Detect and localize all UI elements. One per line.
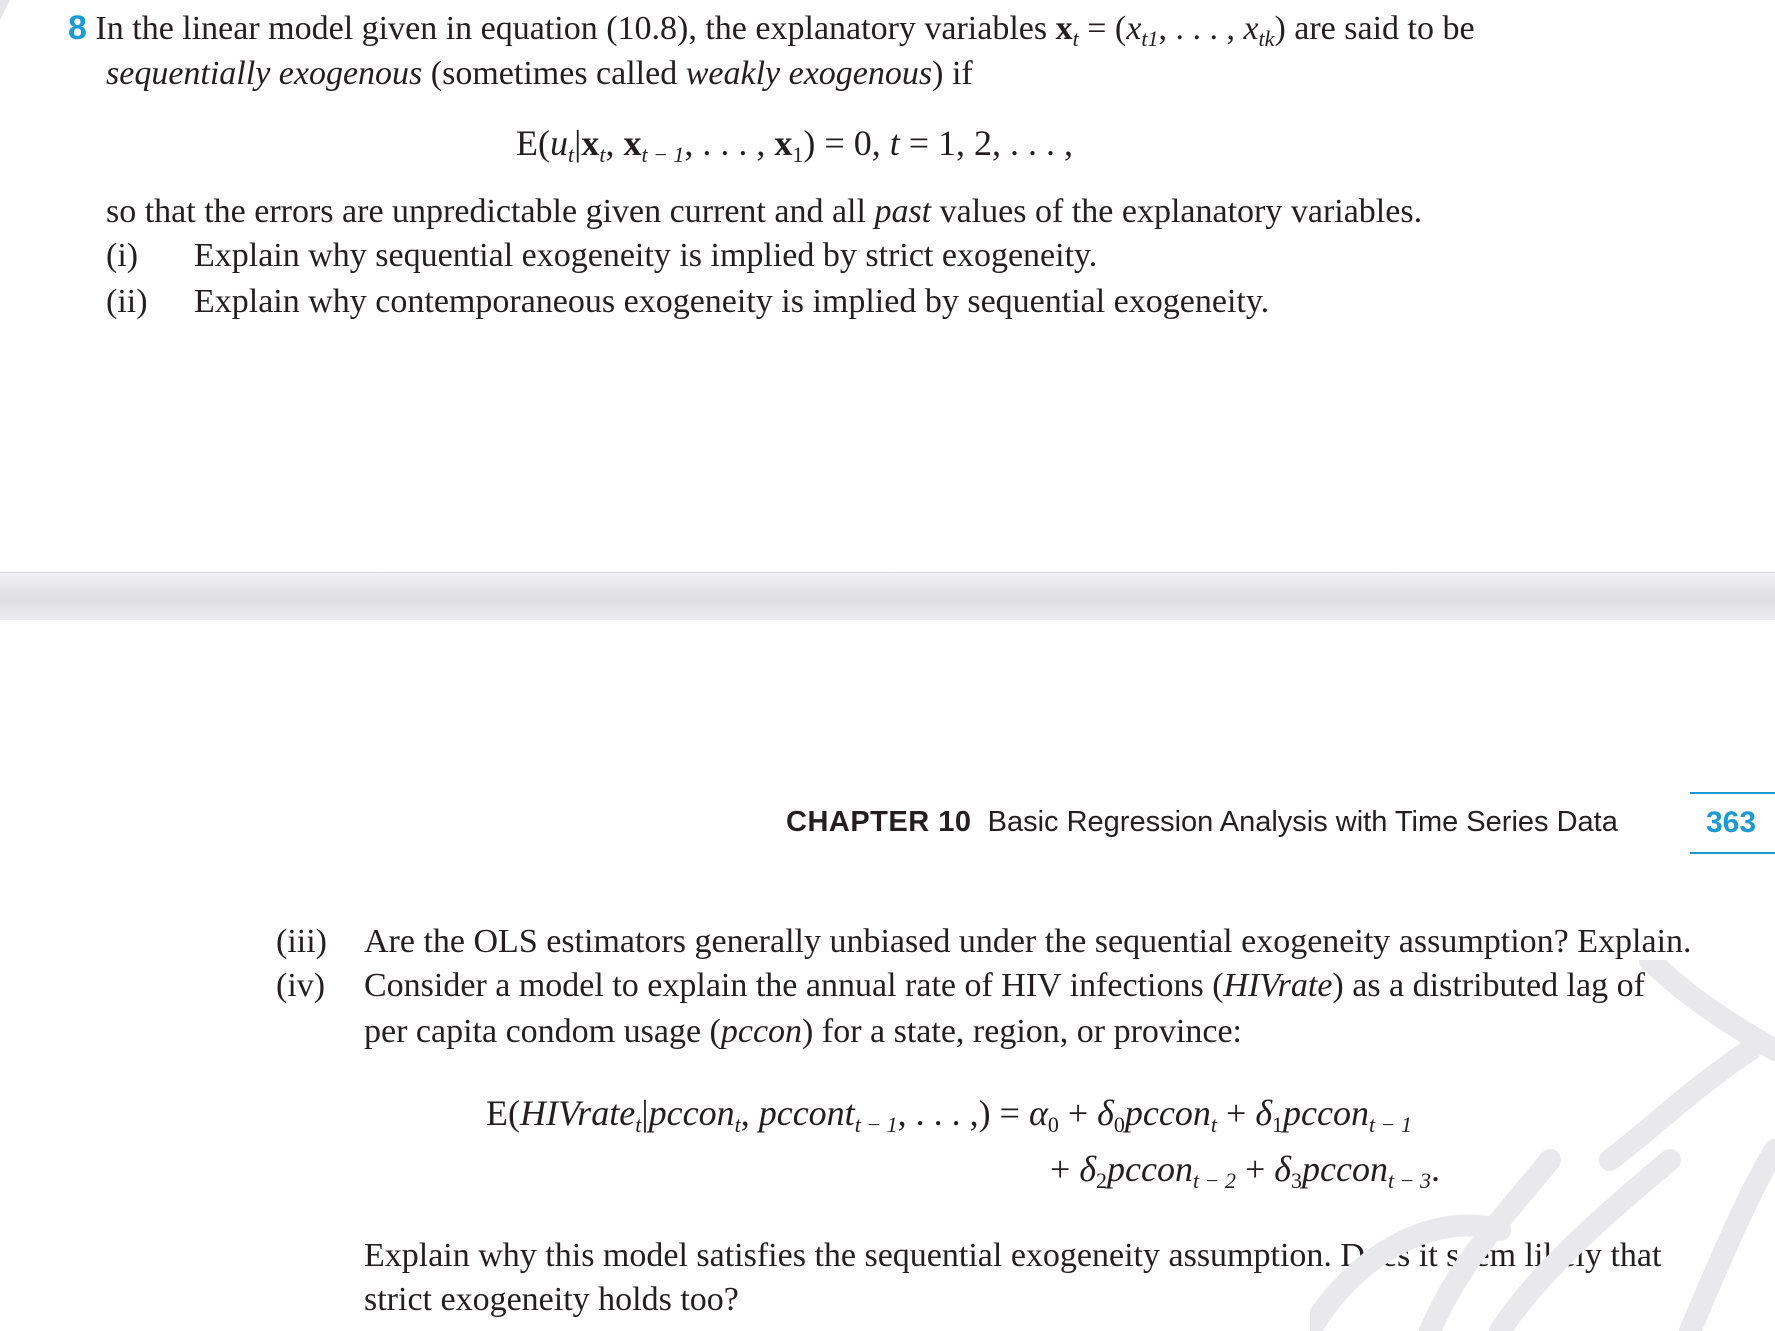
item-iii-text: Are the OLS estimators generally unbiased under the sequential exogeneity assumption? Explain. (364, 923, 1692, 960)
final-question-line2: strict exogeneity holds too? (364, 1281, 739, 1318)
hiv-model-equation-line2: + $\delta_2pccon_{t - 2}$ + $\delta_3pccon_{t - 3}$. (1050, 1149, 1440, 1193)
term-weakly-exogenous: weakly exogenous (685, 55, 933, 92)
item-i-label: (i) (106, 237, 139, 274)
bottom-page (0, 620, 1775, 1331)
question-number: 8 (68, 9, 87, 47)
running-header (786, 806, 1618, 839)
corner-tab-mark (0, 0, 40, 40)
chapter-title: Basic Regression Analysis with Time Series Data (987, 806, 1618, 838)
term-sequentially-exogenous: sequentially exogenous (106, 55, 423, 92)
final-question-line1: Explain why this model satisfies the sequential exogeneity assumption. Does it seem likely that (364, 1237, 1662, 1274)
hiv-model-equation-line1: E(HIVrate$_t$|pccon$_t$, pccont$_{t - 1}$, . . . ,) = $\alpha_0$ + $\delta_0pccon_t$ + $\delta_1pccon_{t - 1}$ (486, 1093, 1412, 1137)
item-iv-label: (iv) (276, 967, 326, 1004)
watermark-strokes (1310, 960, 1775, 1331)
page-number: 363 (1690, 792, 1775, 854)
top-page (0, 0, 1775, 572)
sequential-exogeneity-equation: $E(u_t|x_t$, $x_{t - 1}$, . . . , $x_1) = 0$, t = 1, 2, . . . , (516, 123, 1074, 167)
item-ii-text: Explain why contemporaneous exogeneity is implied by sequential exogeneity. (194, 283, 1270, 320)
errors-unpredictable-line: so that the errors are unpredictable given current and all past values of the explanatory variables. (106, 193, 1423, 230)
item-ii-label: (ii) (106, 283, 148, 320)
page-gutter (0, 572, 1775, 623)
item-iii-label: (iii) (276, 923, 327, 960)
question-intro-line2: sequentially exogenous (sometimes called weakly exogenous) if (106, 55, 973, 92)
item-iv-line2: per capita condom usage (pccon) for a state, region, or province: (364, 1013, 1242, 1050)
item-i-text: Explain why sequential exogeneity is implied by strict exogeneity. (194, 237, 1098, 274)
item-iv-line1: Consider a model to explain the annual rate of HIV infections (HIVrate) as a distributed lag of (364, 967, 1645, 1004)
question-intro-line1: 8 In the linear model given in equation (10.8), the explanatory variables $x_t = (x_{t1}$, . . . , $x_{tk}$) are said to be (68, 9, 1475, 51)
chapter-label: CHAPTER 10 (786, 806, 972, 838)
